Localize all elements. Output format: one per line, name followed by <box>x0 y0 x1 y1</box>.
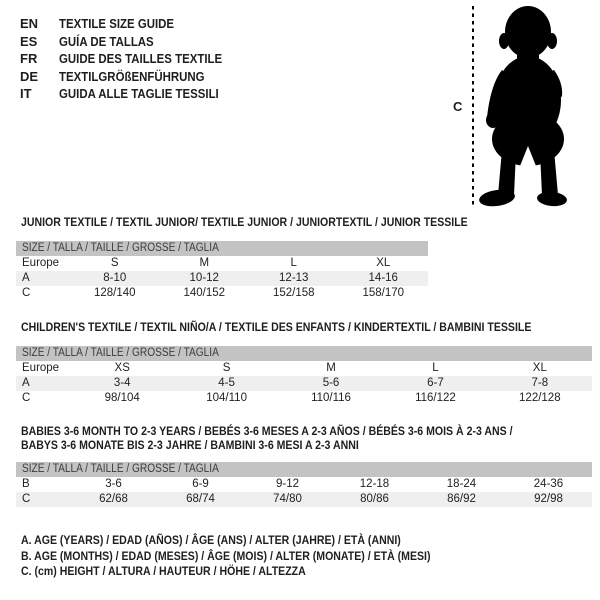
table-row-height <box>16 286 428 301</box>
table-cell: 62/68 <box>99 493 128 505</box>
children-table-header <box>16 346 592 361</box>
children-section-title <box>21 320 600 334</box>
lang-row-it <box>20 85 244 103</box>
table-cell: L <box>432 362 439 374</box>
table-cell: 24-36 <box>533 478 564 490</box>
junior-section-title <box>21 215 529 229</box>
table-cell: 128/140 <box>93 287 136 299</box>
table-cell: 86/92 <box>447 493 476 505</box>
table-row-age-years <box>16 376 592 391</box>
table-cell: XS <box>114 362 130 374</box>
table-cell: M <box>326 362 336 374</box>
table-cell: 68/74 <box>186 493 215 505</box>
size-header-text: SIZE / TALLA / TAILLE / GRÖSSE / TAGLIA <box>22 463 219 475</box>
children-title-text: CHILDREN'S TEXTILE / TEXTIL NIÑO/A / TEXTILE DES ENFANTS / KINDERTEXTIL / BAMBINI TESSILE <box>21 320 532 334</box>
table-cell: 152/158 <box>272 287 315 299</box>
table-cell: 6-9 <box>192 478 209 490</box>
table-row-height <box>16 492 592 507</box>
table-cell: 3-4 <box>113 377 131 389</box>
table-cell: 12-18 <box>359 478 390 490</box>
lang-row-de <box>20 68 244 86</box>
lang-row-es <box>20 33 244 51</box>
legend-notes <box>21 533 486 580</box>
note-age-months <box>21 549 486 565</box>
row-label: Europe <box>22 257 60 269</box>
lang-code: DE <box>20 68 39 84</box>
table-cell: 80/86 <box>360 493 389 505</box>
table-row-height <box>16 391 592 406</box>
babies-title-line1: BABIES 3-6 MONTH TO 2-3 YEARS / BEBÉS 3-6 MESES A 2-3 AÑOS / BÉBÉS 3-6 MOIS À 2-3 ANS / <box>21 424 513 438</box>
table-cell: 7-8 <box>531 377 549 389</box>
table-cell: 6-7 <box>427 377 444 389</box>
babies-title-line2: BABYS 3-6 MONATE BIS 2-3 JAHRE / BAMBINI 3-6 MESI A 2-3 ANNI <box>21 438 359 452</box>
table-cell: 110/116 <box>311 392 351 404</box>
babies-section-title <box>21 424 580 452</box>
row-label: Europe <box>22 362 60 374</box>
lang-title: GUÍA DE TALLAS <box>59 33 154 49</box>
note-age-years <box>21 533 486 549</box>
row-label: B <box>22 478 30 490</box>
baby-silhouette <box>478 6 567 208</box>
language-title-list <box>20 15 244 103</box>
size-header-text: SIZE / TALLA / TAILLE / GRÖSSE / TAGLIA <box>22 242 219 254</box>
table-cell: 18-24 <box>446 478 477 490</box>
junior-size-table <box>16 241 428 301</box>
lang-code: EN <box>20 16 39 31</box>
table-cell: 104/110 <box>206 392 247 404</box>
table-cell: 116/122 <box>415 392 456 404</box>
table-cell: 98/104 <box>104 392 140 404</box>
table-cell: 92/98 <box>534 493 563 505</box>
lang-row-fr <box>20 50 244 68</box>
note-text: C. (cm) HEIGHT / ALTURA / HAUTEUR / HÖHE / ALTEZZA <box>21 564 306 578</box>
lang-code: ES <box>20 33 38 49</box>
babies-table-header <box>16 462 592 477</box>
lang-code: FR <box>20 51 38 66</box>
babies-size-table <box>16 462 592 507</box>
lang-title: GUIDE DES TAILLES TEXTILE <box>59 51 223 66</box>
table-cell: L <box>290 257 297 269</box>
table-cell: S <box>222 362 231 374</box>
table-row-age-years <box>16 271 428 286</box>
size-header-text: SIZE / TALLA / TAILLE / GRÖSSE / TAGLIA <box>22 347 219 359</box>
row-label: A <box>22 377 30 389</box>
lang-title: GUIDA ALLE TAGLIE TESSILI <box>59 86 219 101</box>
table-cell: 4-5 <box>218 377 235 389</box>
children-size-table <box>16 346 592 406</box>
table-cell: 122/128 <box>519 392 561 404</box>
table-cell: M <box>199 257 210 269</box>
table-cell: XL <box>376 257 391 269</box>
row-label: C <box>22 493 31 505</box>
table-cell: S <box>110 257 119 269</box>
note-text: A. AGE (YEARS) / EDAD (AÑOS) / ÂGE (ANS) / ALTER (JAHRE) / ETÀ (ANNI) <box>21 533 401 547</box>
note-text: B. AGE (MONTHS) / EDAD (MESES) / ÂGE (MOIS) / ALTER (MONATE) / ETÀ (MESI) <box>21 548 431 563</box>
height-measure-label: C <box>453 99 463 114</box>
table-cell: 74/80 <box>273 493 302 505</box>
table-cell: 8-10 <box>103 272 127 284</box>
row-label: C <box>22 287 31 299</box>
table-cell: 14-16 <box>368 272 398 284</box>
table-cell: 12-13 <box>279 272 309 284</box>
lang-row-en <box>20 15 244 33</box>
lang-title: TEXTILE SIZE GUIDE <box>59 16 175 31</box>
baby-silhouette-figure <box>440 0 600 215</box>
table-cell: 3-6 <box>105 478 122 490</box>
row-label: C <box>22 392 31 404</box>
table-cell: 10-12 <box>189 272 219 284</box>
lang-title: TEXTILGRÖßENFÜHRUNG <box>59 68 205 84</box>
junior-table-header <box>16 241 428 256</box>
junior-title-text: JUNIOR TEXTILE / TEXTIL JUNIOR/ TEXTILE JUNIOR / JUNIORTEXTIL / JUNIOR TESSILE <box>21 215 468 229</box>
table-cell: 158/170 <box>362 287 405 299</box>
table-row-europe <box>16 361 592 376</box>
note-height <box>21 564 486 580</box>
lang-code: IT <box>20 86 32 101</box>
table-cell: 5-6 <box>322 377 340 389</box>
table-cell: 140/152 <box>183 287 226 299</box>
row-label: A <box>22 272 30 284</box>
table-cell: 9-12 <box>275 478 300 490</box>
table-cell: XL <box>532 362 547 374</box>
table-row-europe <box>16 256 428 271</box>
table-row-age-months <box>16 477 592 492</box>
